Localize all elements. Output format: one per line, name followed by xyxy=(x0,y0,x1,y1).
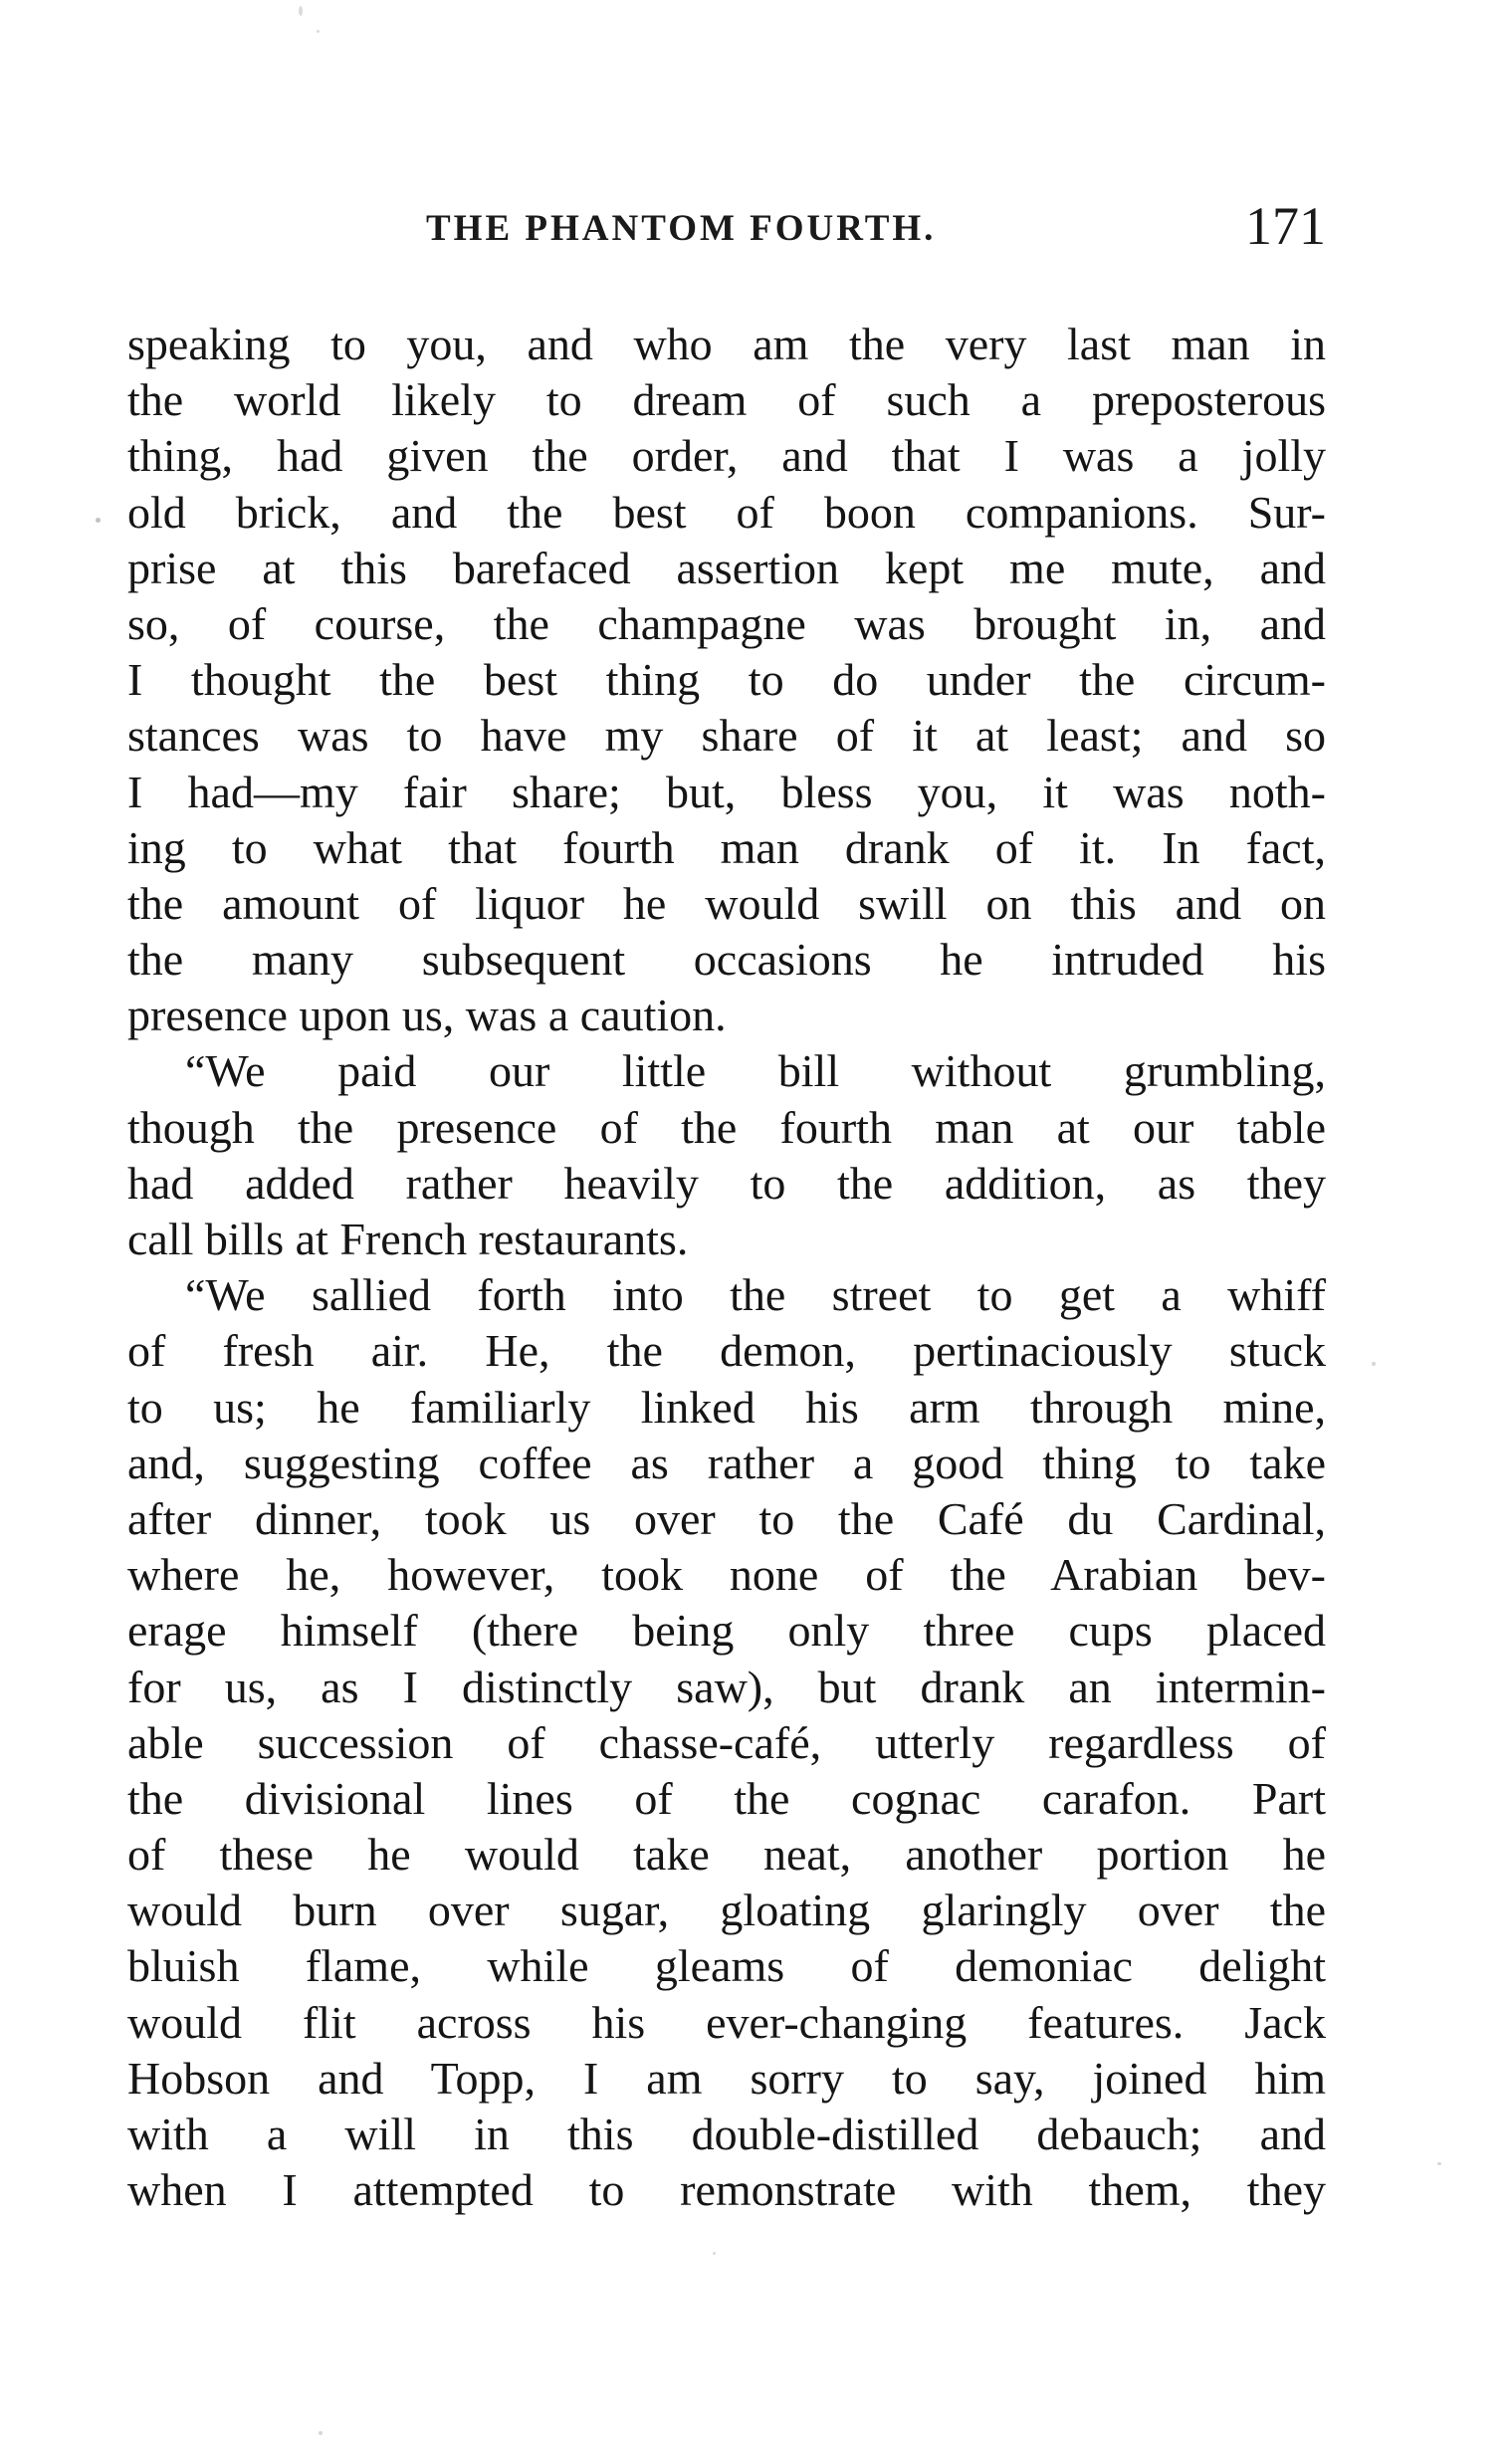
text-line: when I attempted to remonstrate with them, they xyxy=(127,2164,1326,2216)
text-line: presence upon us, was a caution. xyxy=(127,990,727,1041)
text-line: I had—my fair share; but, bless you, it was noth- xyxy=(127,766,1326,817)
paper-speck xyxy=(1372,1362,1376,1366)
text-line: stances was to have my share of it at least; and so xyxy=(127,710,1326,762)
text-line: the world likely to dream of such a preposterous xyxy=(127,374,1326,426)
text-line: would burn over sugar, gloating glaringly over the xyxy=(127,1885,1326,1936)
text-line: to us; he familiarly linked his arm through mine, xyxy=(127,1381,1326,1433)
text-line: would flit across his ever-changing features. Jack xyxy=(127,1996,1326,2048)
text-line: the amount of liquor he would swill on this and on xyxy=(127,877,1326,929)
text-line: where he, however, took none of the Arabian bev- xyxy=(127,1549,1326,1601)
paper-speck xyxy=(299,6,303,16)
paper-speck xyxy=(317,30,320,33)
text-line: ing to what that fourth man drank of it. In fact, xyxy=(127,821,1326,873)
text-line: bluish flame, while gleams of demoniac delight xyxy=(127,1940,1326,1992)
text-line: with a will in this double-distilled debauch; and xyxy=(127,2109,1326,2159)
text-line: thing, had given the order, and that I was a jolly xyxy=(127,430,1326,482)
text-line: though the presence of the fourth man at our table xyxy=(127,1101,1326,1153)
text-line: so, of course, the champagne was brought in, and xyxy=(127,597,1326,649)
text-line: of these he would take neat, another portion he xyxy=(127,1829,1326,1881)
text-line: for us, as I distinctly saw), but drank an intermin- xyxy=(127,1661,1326,1712)
text-line: prise at this barefaced assertion kept me mute, and xyxy=(127,542,1326,593)
text-line: after dinner, took us over to the Café du Cardinal, xyxy=(127,1492,1326,1544)
text-line: erage himself (there being only three cups placed xyxy=(127,1605,1326,1657)
text-line: had added rather heavily to the addition, as they xyxy=(127,1157,1326,1209)
page-header xyxy=(127,195,1326,265)
text-line: and, suggesting coffee as rather a good thing to take xyxy=(127,1437,1326,1488)
paper-speck xyxy=(319,2431,323,2435)
paper-speck xyxy=(713,2252,716,2255)
text-line: of fresh air. He, the demon, pertinaciously stuck xyxy=(127,1325,1326,1377)
text-line: “We paid our little bill without grumbling, xyxy=(185,1045,1326,1097)
text-line: the divisional lines of the cognac carafon. Part xyxy=(127,1772,1326,1824)
text-line: old brick, and the best of boon companions. Sur- xyxy=(127,486,1326,538)
text-line: able succession of chasse-café, utterly regardless of xyxy=(127,1716,1326,1768)
running-head: THE PHANTOM FOURTH. xyxy=(426,208,937,249)
text-line: Hobson and Topp, I am sorry to say, joined him xyxy=(127,2052,1326,2104)
page-number: 171 xyxy=(1245,196,1326,256)
body-text xyxy=(127,317,1326,2218)
paper-speck xyxy=(1437,2162,1441,2165)
text-line: I thought the best thing to do under the circum- xyxy=(127,654,1326,706)
text-line: speaking to you, and who am the very last man in xyxy=(127,319,1326,369)
text-line: “We sallied forth into the street to get a whiff xyxy=(185,1269,1326,1321)
text-line: the many subsequent occasions he intruded his xyxy=(127,934,1326,986)
paper-speck xyxy=(96,518,101,523)
text-line: call bills at French restaurants. xyxy=(127,1214,689,1264)
